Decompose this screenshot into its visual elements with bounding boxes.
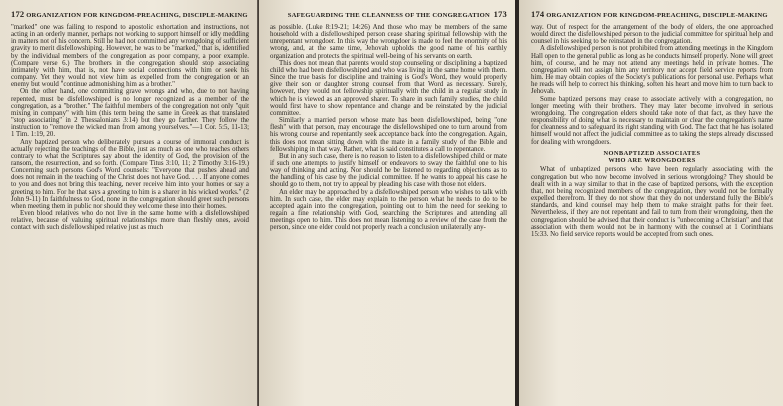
paragraph: Some baptized persons may cease to associate actively with a congregation, no longer meeting with their brothers. They may later become involved in serious wrongdoing. The congregation elders should take note of that fact, as they have the responsibility of doing what is necessary to maintain or clear the congregation's name for cleanness and to safeguard its right standing with God. The fact that he has isolated himself would not affect the judicial committee as to taking the steps already discussed for dealing with wrongdoers. (531, 95, 773, 146)
paragraph: "marked" one was failing to respond to apostolic exhortation and instructions, not acting in an orderly manner, perhaps not working to support himself or idly meddling in matters not of his concern. Still he had not committed any wrongdoing of sufficient gravity to merit disfellowshiping. However, he was to be "marked," that is, identified by the individual members of the congregation as poor company, a poor example. (Compare verse 6.) The brothers in the congregation should stop associating intimately with him, that is, not have social connections with him or seek his company. Yet they would not view him as expelled from the congregation or an enemy but would "continue admonishing him as a brother." (11, 24, 249, 89)
page-number: 174 (531, 9, 545, 19)
paragraph: as possible. (Luke 8:19-21; 14:26) And those who may be members of the same household with a disfellowshiped person cease sharing spiritual fellowship with the unrepentant wrongdoer. In this way the wrongdoer is made to feel the enormity of his wrong, and, at the same time, Jehovah upholds the good name of his earthly organization and protects the spiritual well-being of his servants on earth. (270, 24, 507, 60)
paragraph: Even blood relatives who do not live in the same home with a disfellowshiped relative, because of valuing spiritual relationships more than fleshly ones, avoid contact with such disfellowshiped relative just as much (11, 210, 249, 232)
paragraph: What of unbaptized persons who have been regularly associating with the congregation but who now become involved in serious wrongdoing? They should be dealt with in a way similar to that in the case of baptized persons, with the exception that, not being recognized members of the congregation, they would not be formally expelled therefrom. If they do not show that they do not understand fully the Bible's standards, and kind counsel may help them to make straight paths for their feet. Nevertheless, if they are not repentant and fail to turn from their wrongdoing, then the congregation should be advised that their conduct is "unbecoming a Christian" and that association with them would not be in harmony with the counsel at 1 Corinthians 15:33. No field service reports would be accepted from such ones. (531, 166, 773, 238)
paragraph: Similarly a married person whose mate has been disfellowshiped, being "one flesh" with that person, may encourage the disfellowshiped one to turn around from his wrong course and repentantly seek acceptance back into the congregation. Again, this does not mean sitting down with the mate in a family study of the Bible and fellowshiping in that way. Rather, what is said constitutes a call to repentance. (270, 117, 507, 153)
running-head (270, 9, 507, 19)
running-head-title: ORGANIZATION FOR KINGDOM-PREACHING, DISCIPLE-MAKING (546, 12, 768, 19)
body-text (531, 24, 773, 238)
paragraph: On the other hand, one committing grave wrongs and who, due to not having repented, must be disfellowshiped is no longer recognized as a member of the congregation, as a "brother." The faithful members of the congregation not only "quit mixing in company" with him (this term being the same in Greek as that translated "stop associating" in 2 Thessalonians 3:14) but they go farther. They follow the instruction to "remove the wicked man from among yourselves."—1 Cor. 5:5, 11-13; 1 Tim. 1:19, 20. (11, 88, 249, 139)
page-number: 172 (11, 9, 25, 19)
page-number: 173 (493, 9, 507, 19)
paragraph: A disfellowshiped person is not prohibited from attending meetings in the Kingdom Hall open to the general public as long as he conducts himself properly. None will greet him, of course, and he may not attend any meetings held in private homes. The congregation will not assign him any territory nor accept field service reports from him. He may obtain copies of the Society's publications for personal use. Perhaps what he reads will help to correct his thinking, soften his heart and move him to turn back to Jehovah. (531, 45, 773, 96)
running-head-title: ORGANIZATION FOR KINGDOM-PREACHING, DISCIPLE-MAKING (26, 12, 248, 19)
paragraph: But in any such case, there is no reason to listen to a disfellowshiped child or mate if such one attempts to justify himself or endeavors to sway the faithful one to his way of thinking and acting. Nor should he be listened to regarding objections as to the handling of his case by the judicial committee. If he wants to appeal his case he should go to them, not try to appeal by pleading his case with those not elders. (270, 152, 507, 189)
subheading-line: NONBAPTIZED ASSOCIATES (603, 149, 701, 157)
body-text (270, 24, 507, 232)
running-head (531, 9, 773, 19)
paragraph: This does not mean that parents would stop counseling or disciplining a baptized child who had been disfellowshiped and who was living in the same home with them. Since the true basis for discipline and training is God's Word, they would properly give their son or daughter strong counsel from that Word as necessary. Surely, however, they would not fellowship spiritually with the child in a regular study in which he is viewed as an approved sharer. To share in such family studies, the child would first have to show repentance and change and be reinstated by the judicial committee. (270, 59, 507, 117)
running-head-title: SAFEGUARDING THE CLEANNESS OF THE CONGREGATION (287, 12, 490, 19)
paragraph: Any baptized person who deliberately pursues a course of immoral conduct is actually rejecting the teachings of the Bible, just as much as one who teaches others contrary to what the Scriptures say about the identity of God, the provision of the ransom, the resurrection, and so forth. (Compare Titus 3:10, 11; 2 Timothy 3:16-19.) Concerning such persons God's Word counsels: "Everyone that pushes ahead and does not remain in the teaching of the Christ does not have God. . . . If anyone comes to you and does not bring this teaching, never receive him into your homes or say a greeting to him. For he that says a greeting to him is a sharer in his wicked works." (2 John 9-11) In faithfulness to God, none in the congregation should greet such persons when meeting them in public nor should they welcome these into their homes. (11, 138, 249, 210)
paragraph: way. Out of respect for the arrangement of the body of elders, the one approached would direct the disfellowshiped person to the judicial committee for spiritual help and counsel in his seeking to be reinstated in the congregation. (531, 24, 773, 46)
body-text (11, 24, 249, 232)
page-173 (259, 0, 515, 406)
page-174 (519, 0, 783, 406)
running-head (11, 9, 249, 19)
subheading-line: WHO ARE WRONGDOERS (608, 157, 696, 165)
paragraph: An elder may be approached by a disfellowshiped person who wishes to talk with him. In such case, the elder may explain to the person what he needs to do to be accepted again into the congregation, pointing out to him the need for seeking to regain a fine relationship with God, searching the Scriptures and attending all meetings open to him. This does not mean listening to a review of the case from the person, since one elder could not properly reach a conclusion unilaterally any- (270, 188, 507, 232)
section-subheading (531, 150, 773, 165)
page-172 (0, 0, 257, 406)
